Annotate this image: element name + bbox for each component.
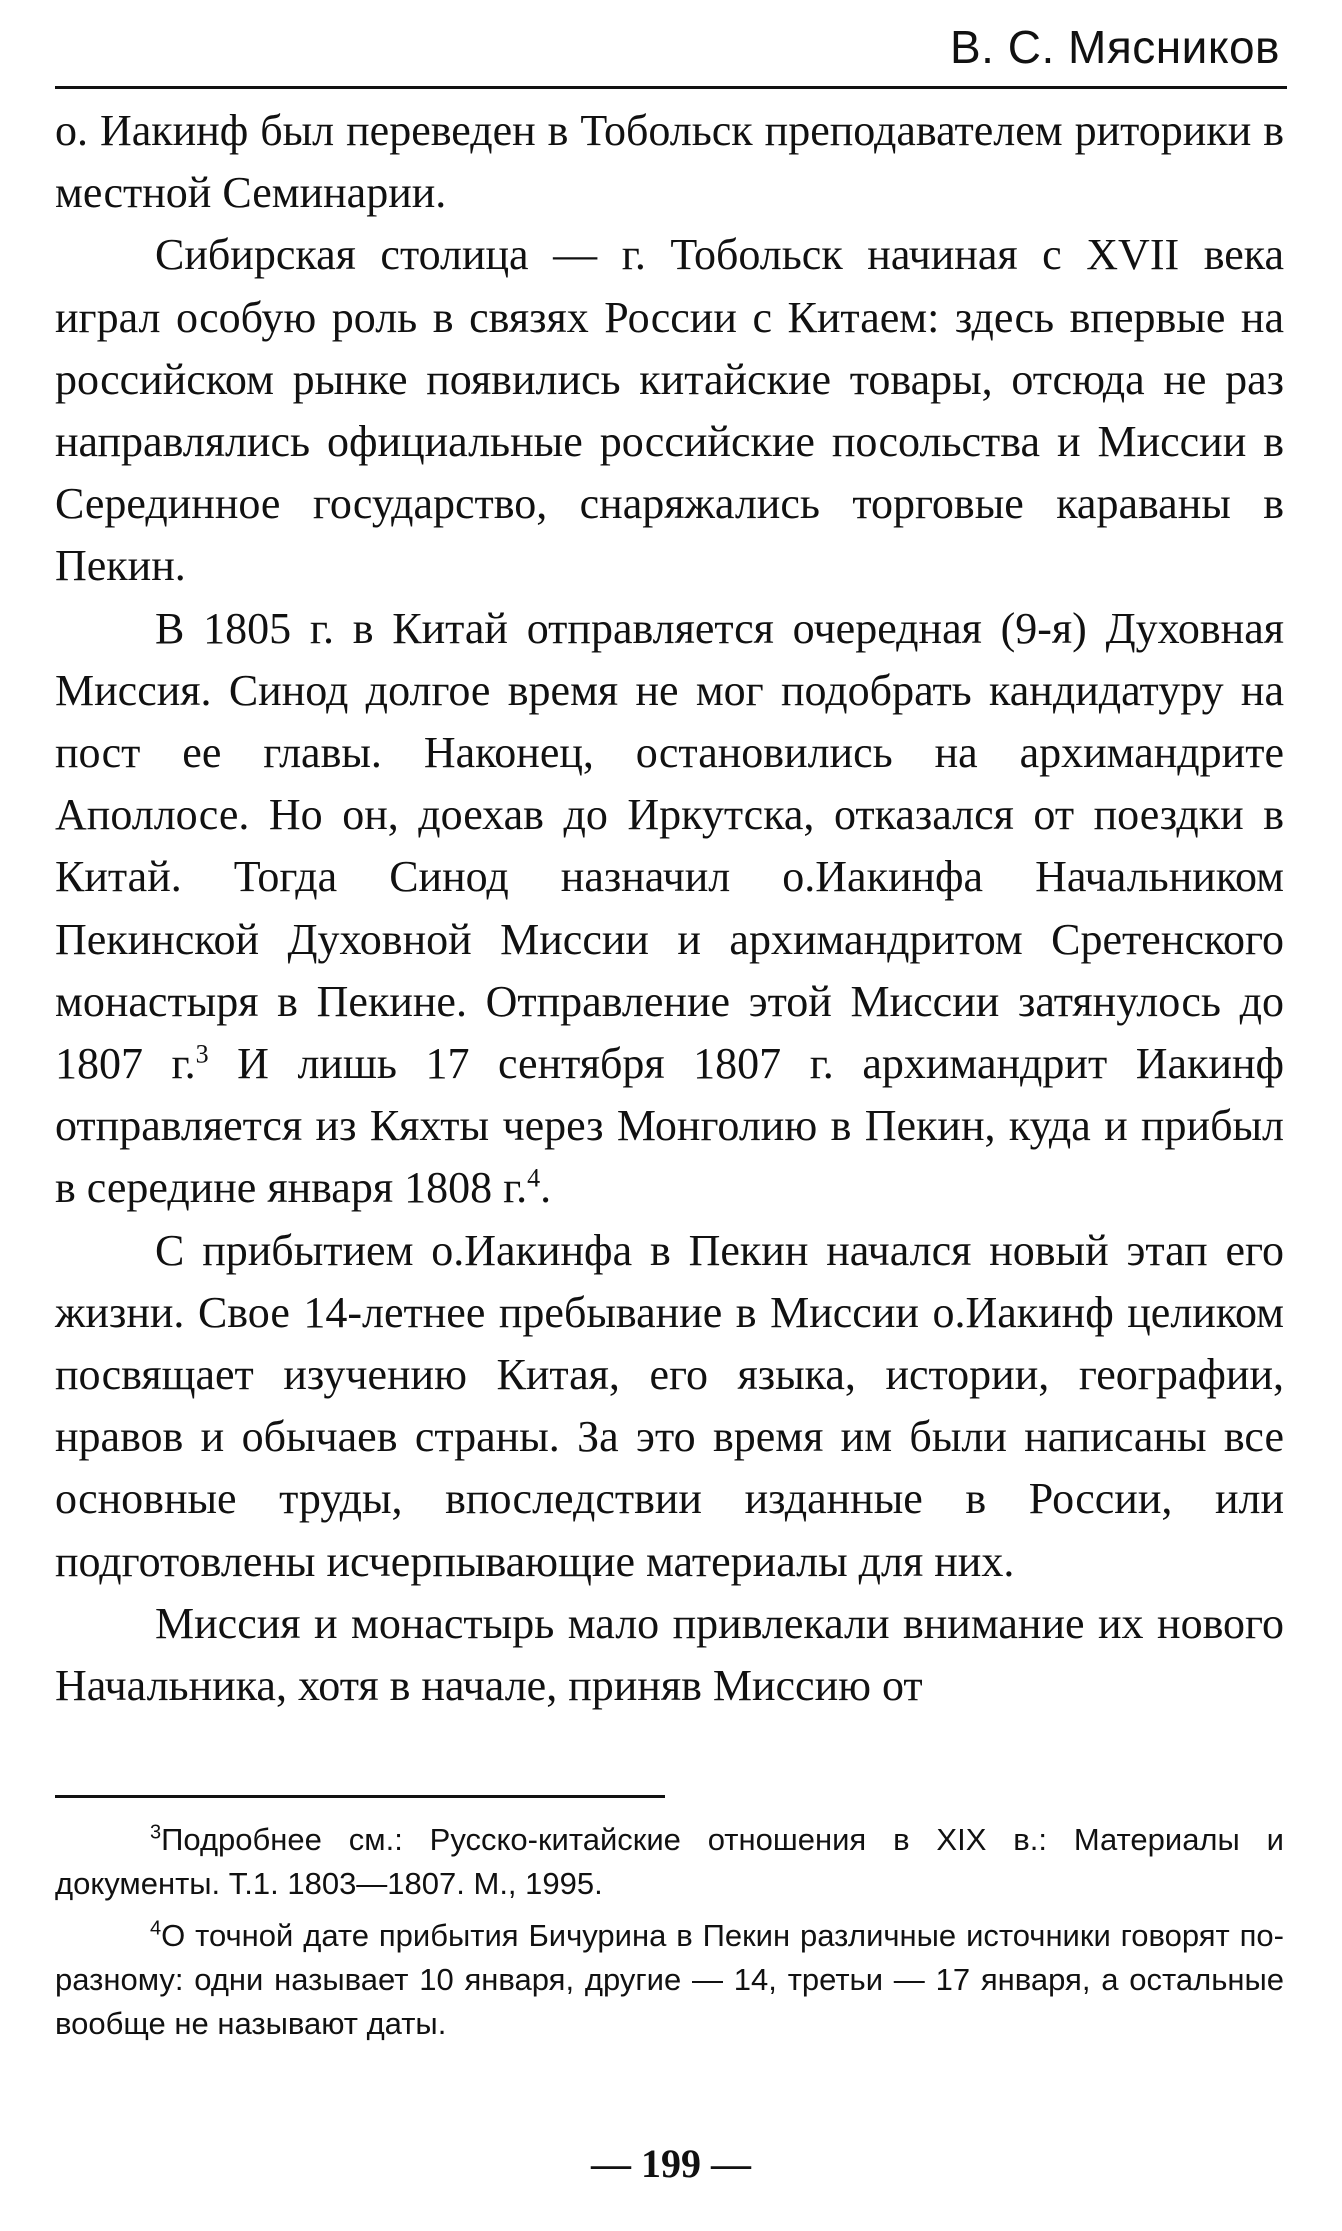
footnote-number-3: 3: [150, 1821, 162, 1844]
footnote-number-4: 4: [150, 1917, 162, 1940]
paragraph-2: Сибирская столица — г. Тобольск начиная с XVII века играл особую роль в связях России с Китаем: здесь впервые на российском рынке появились китайские товары, отсюда не раз направлялись официальные российские посольства и Миссии в Серединное государство, снаряжались торговые караваны в Пекин.: [55, 230, 1284, 591]
footnote-rule: [55, 1795, 665, 1798]
paragraph-3-part-a: В 1805 г. в Китай отправляется очередная (9-я) Духовная Миссия. Синод долгое время не мог подобрать кандидатуру на пост ее главы. Наконец, остановились на архимандрите Аполлосе. Но он, доехав до Иркутска, отказался от поездки в Китай. Тогда Синод назначил о.Иакинфа Начальником Пекинской Духовной Миссии и архимандритом Сретенского монастыря в Пекине. Отправление этой Миссии затянулось до 1807 г.: [55, 603, 1284, 1089]
footnote-text-3: Подробнее см.: Русско-китайские отношения в XIX в.: Материалы и документы. Т.1. 1803—1807. М., 1995.: [55, 1822, 1284, 1901]
footnote-3: [55, 1818, 1284, 1906]
paragraph-1: о. Иакинф был переведен в Тобольск преподавателем риторики в местной Семинарии.: [55, 106, 1284, 218]
header-rule: [55, 86, 1287, 89]
footnote-text-4: О точной дате прибытия Бичурина в Пекин различные источники говорят по-разному: одни называет 10 января, другие — 14, третьи — 17 января, а остальные вообще не называют даты.: [55, 1918, 1284, 2041]
footnotes: [55, 1818, 1284, 2054]
main-text: [55, 100, 1284, 1717]
paragraph-4: С прибытием о.Иакинфа в Пекин начался новый этап его жизни. Свое 14-летнее пребывание в Миссии о.Иакинф целиком посвящает изучению Китая, его языка, истории, географии, нравов и обычаев страны. За это время им были написаны все основные труды, впоследствии изданные в России, или подготовлены исчерпывающие материалы для них.: [55, 1225, 1284, 1586]
footnote-ref-4[interactable]: 4: [527, 1163, 541, 1193]
paragraph-5: Миссия и монастырь мало привлекали внимание их нового Начальника, хотя в начале, приняв Миссию от: [55, 1598, 1284, 1711]
paragraph-3-part-c: .: [540, 1163, 552, 1213]
paragraph-3-part-b: И лишь 17 сентября 1807 г. архимандрит Иакинф отправляется из Кяхты через Монголию в Пекин, куда и прибыл в середине января 1808 г.: [55, 1039, 1284, 1213]
footnote-ref-3[interactable]: 3: [195, 1039, 209, 1069]
paragraph-3: [55, 598, 1284, 1220]
page-number: — 199 —: [591, 2141, 751, 2186]
running-head: В. С. Мясников: [949, 21, 1280, 73]
footnote-4: [55, 1914, 1284, 2046]
